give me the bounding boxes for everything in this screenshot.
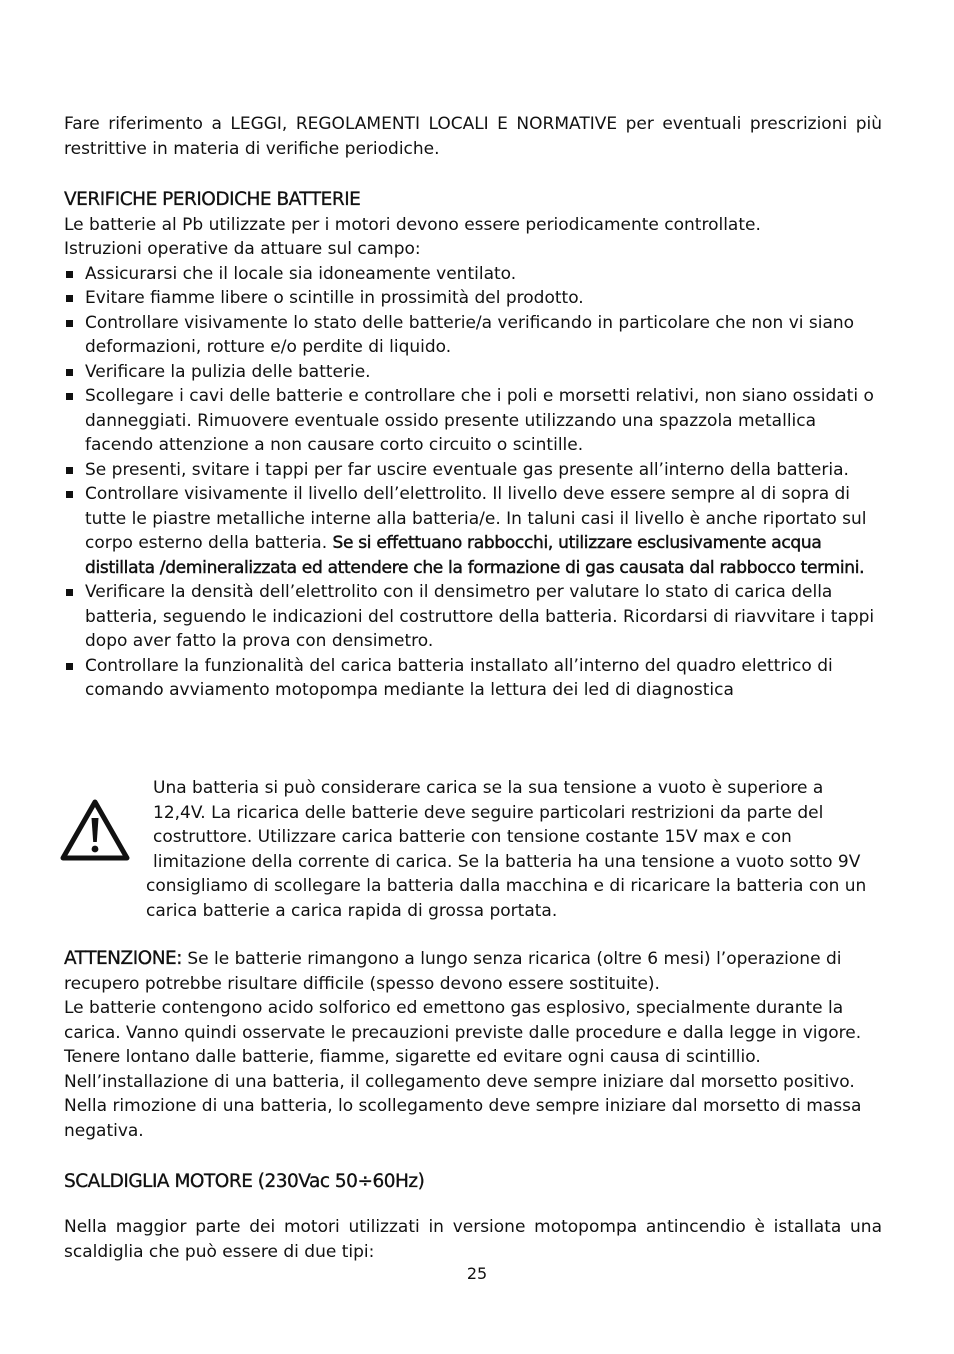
attention-paragraph: Tenere lontano dalle batterie, fiamme, sigarette ed evitare ogni causa di scintillio. <box>64 1047 761 1067</box>
bullet-square-icon <box>66 393 73 400</box>
section-heading-heater: SCALDIGLIA MOTORE (230Vac 50÷60Hz) <box>64 1171 425 1192</box>
list-item: Scollegare i cavi delle batterie e controllare che i poli e morsetti relativi, non siano ossidati o danneggiati. Rimuovere eventuale ossido presente utilizzando una spazzola metallica facendo attenzione a non causare corto circuito o scintille. <box>64 384 882 458</box>
list-item: Se presenti, svitare i tappi per far uscire eventuale gas presente all’interno della batteria. <box>64 458 882 483</box>
bullet-square-icon <box>66 589 73 596</box>
instructions-list <box>64 262 882 703</box>
warning-line: Una batteria si può considerare carica se la sua tensione a vuoto è superiore a <box>153 778 824 798</box>
bullet-square-icon <box>66 320 73 327</box>
list-item: Evitare fiamme libere o scintille in prossimità del prodotto. <box>64 286 882 311</box>
section-heading-batteries: VERIFICHE PERIODICHE BATTERIE <box>64 189 361 210</box>
bullet-square-icon <box>66 663 73 670</box>
warning-line: limitazione della corrente di carica. Se la batteria ha una tensione a vuoto sotto 9V <box>153 851 861 872</box>
list-item: Assicurarsi che il locale sia idoneamente ventilato. <box>64 262 882 287</box>
warning-triangle-icon <box>60 798 130 862</box>
warning-text <box>146 776 882 923</box>
warning-line: consigliamo di scollegare la batteria dalla macchina e di ricaricare la batteria con un <box>146 876 867 896</box>
bullet-square-icon <box>66 369 73 376</box>
list-item: Controllare la funzionalità del carica batteria installato all’interno del quadro elettrico di comando avviamento motopompa mediante la lettura dei led di diagnostica <box>64 654 882 703</box>
instructions-label: Istruzioni operative da attuare sul campo: <box>64 239 421 259</box>
warning-line: carica batterie a carica rapida di grossa portata. <box>146 900 558 921</box>
bullet-square-icon <box>66 271 73 278</box>
attention-section <box>64 947 882 1143</box>
batteries-section <box>64 188 882 703</box>
page-number: 25 <box>466 1264 488 1283</box>
list-item: Verificare la pulizia delle batterie. <box>64 360 882 385</box>
list-item: Controllare visivamente lo stato delle batterie/a verificando in particolare che non vi siano deformazioni, rotture e/o perdite di liquido. <box>64 311 882 360</box>
attention-paragraph: Le batterie contengono acido solforico ed emettono gas esplosivo, specialmente durante la carica. Vanno quindi osservate le precauzioni previste dalle procedure e dalla legge in vigore. <box>64 998 862 1043</box>
attention-paragraph: Nell’installazione di una batteria, il collegamento deve sempre iniziare dal morsetto positivo. <box>64 1071 855 1092</box>
attention-text: Se le batterie rimangono a lungo senza ricarica (oltre 6 mesi) l’operazione di recupero potrebbe risultare difficile (spesso devono essere sostituite). <box>64 949 842 994</box>
attention-label: ATTENZIONE: <box>64 948 182 969</box>
bullet-square-icon <box>66 491 73 498</box>
bullet-square-icon <box>66 467 73 474</box>
attention-paragraph: Nella rimozione di una batteria, lo scollegamento deve sempre iniziare dal morsetto di massa negativa. <box>64 1096 862 1141</box>
list-item: Controllare visivamente il livello dell’elettrolito. Il livello deve essere sempre al di sopra di tutte le piastre metalliche interne alla batteria/e. In taluni casi il livello è anche riportato sul corpo esterno della batteria. Se si effettuano rabbocchi, utilizzare esclusivamente acqua distillata /demineralizzata ed attendere che la formazione di gas causata dal rabbocco termini. <box>64 482 882 580</box>
heater-paragraph: Nella maggior parte dei motori utilizzati in versione motopompa antincendio è istallata una scaldiglia che può essere di due tipi: <box>64 1217 882 1262</box>
warning-line: costruttore. Utilizzare carica batterie con tensione costante 15V max e con <box>153 827 792 847</box>
warning-line: 12,4V. La ricarica delle batterie deve seguire particolari restrizioni da parte del <box>153 802 824 823</box>
bullet-square-icon <box>66 295 73 302</box>
intro-paragraph: Fare riferimento a LEGGI, REGOLAMENTI LOCALI E NORMATIVE per eventuali prescrizioni più restrittive in materia di verifiche periodiche. <box>64 114 882 159</box>
list-item: Verificare la densità dell’elettrolito con il densimetro per valutare lo stato di carica della batteria, seguendo le indicazioni del costruttore della batteria. Ricordarsi di riavvitare i tappi dopo aver fatto la prova con densimetro. <box>64 580 882 654</box>
refill-warning-bold: Se si effettuano rabbocchi, utilizzare esclusivamente acqua distillata /demineralizzata ed attendere che la formazione di gas causata dal rabbocco termini. <box>85 533 865 578</box>
batteries-intro-line: Le batterie al Pb utilizzate per i motori devono essere periodicamente controllate. <box>64 214 761 235</box>
